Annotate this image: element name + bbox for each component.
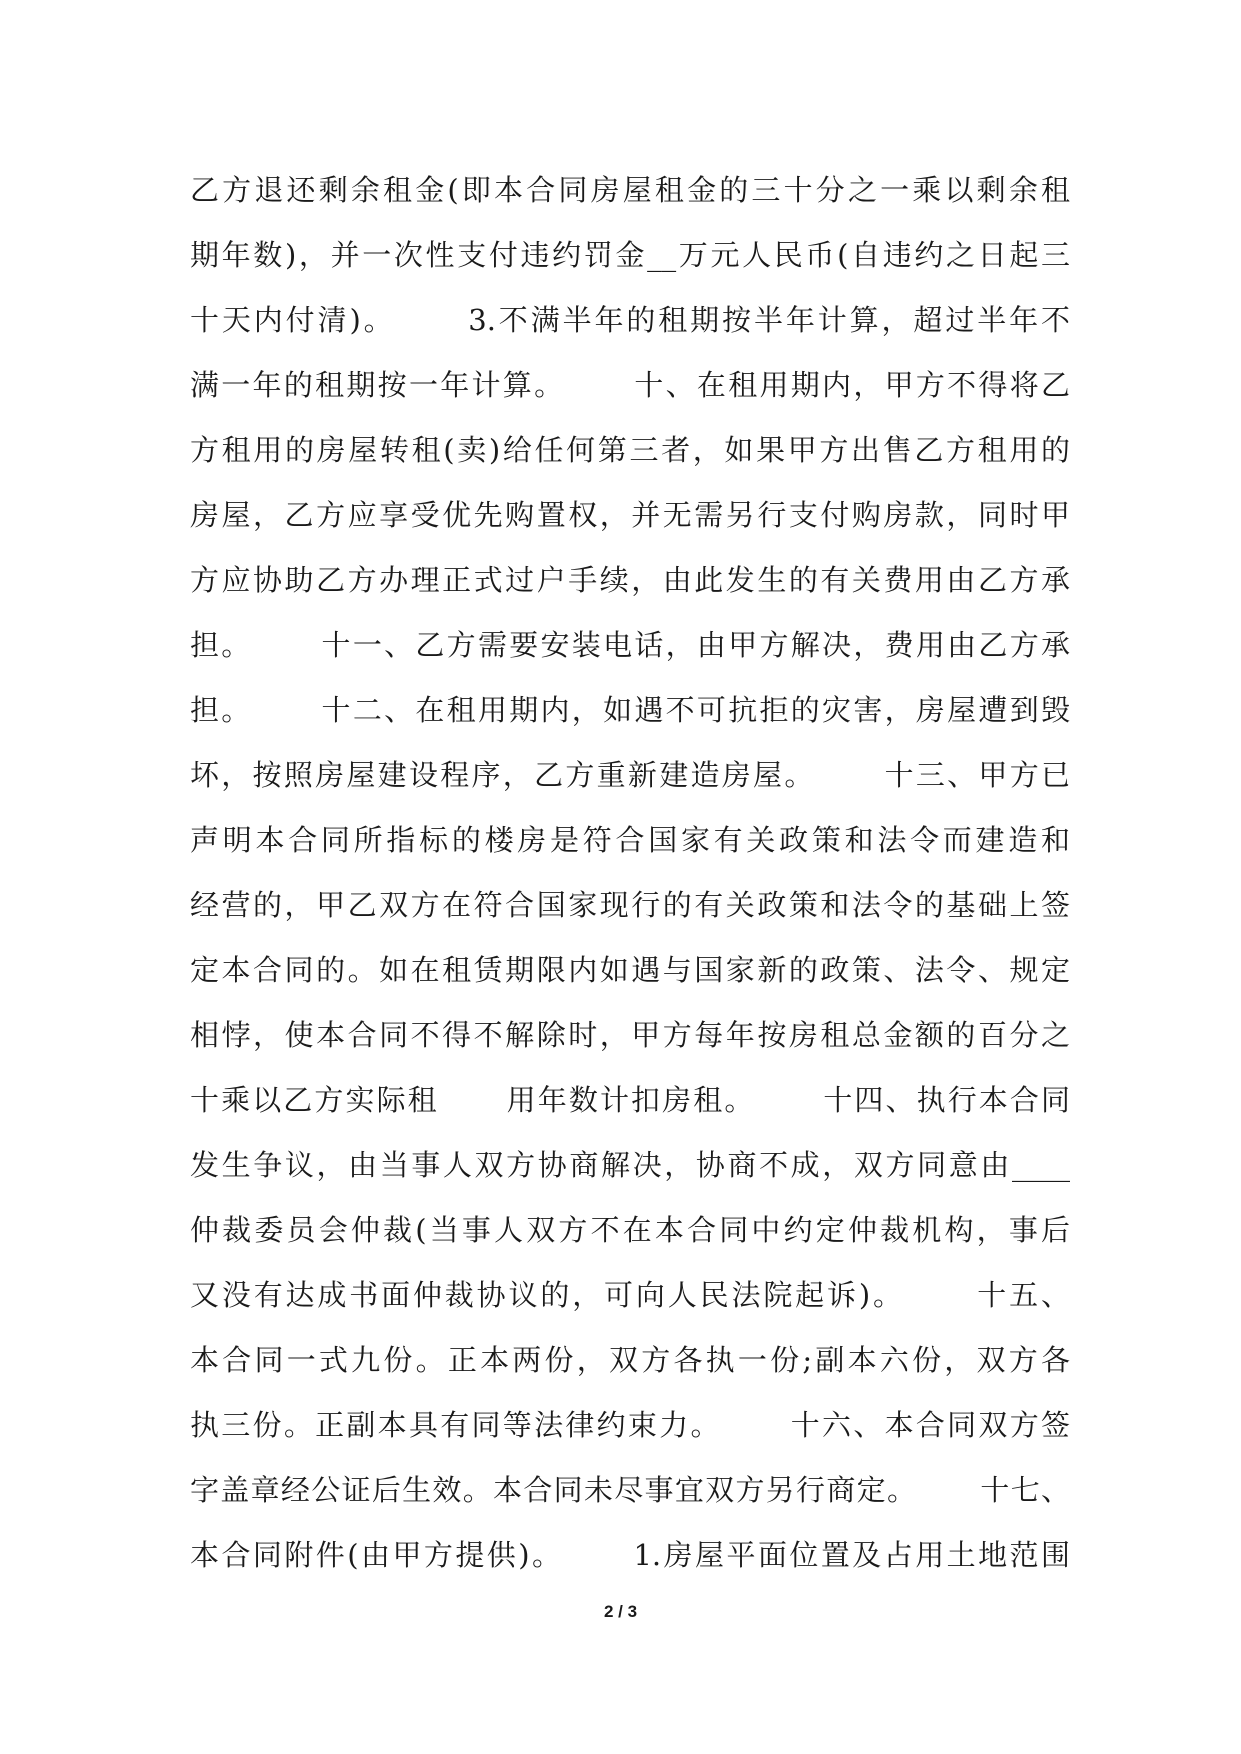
- text-line: 担。 十二、在租用期内，如遇不可抗拒的灾害，房屋遭到毁: [190, 693, 1070, 727]
- text-line: 满一年的租期按一年计算。 十、在租用期内，甲方不得将乙: [190, 368, 1070, 402]
- text-line: 十乘以乙方实际租 用年数计扣房租。 十四、执行本合同: [190, 1083, 1070, 1117]
- text-line: 方租用的房屋转租(卖)给任何第三者，如果甲方出售乙方租用的: [190, 433, 1070, 467]
- page-number: 2 / 3: [603, 1602, 638, 1621]
- text-line: 十天内付清)。 3.不满半年的租期按半年计算，超过半年不: [190, 303, 1070, 337]
- text-line: 定本合同的。如在租赁期限内如遇与国家新的政策、法令、规定: [190, 953, 1070, 987]
- text-line: 字盖章经公证后生效。本合同未尽事宜双方另行商定。 十七、: [190, 1473, 1070, 1507]
- text-line: 相悖，使本合同不得不解除时，甲方每年按房租总金额的百分之: [190, 1018, 1070, 1052]
- text-line: 经营的，甲乙双方在符合国家现行的有关政策和法令的基础上签: [190, 888, 1070, 922]
- text-line: 声明本合同所指标的楼房是符合国家有关政策和法令而建造和: [190, 823, 1070, 857]
- text-line: 本合同附件(由甲方提供)。 1.房屋平面位置及占用土地范围: [190, 1538, 1070, 1572]
- text-line: 方应协助乙方办理正式过户手续，由此发生的有关费用由乙方承: [190, 563, 1070, 597]
- text-line: 执三份。正副本具有同等法律约束力。 十六、本合同双方签: [190, 1408, 1070, 1442]
- text-line: 本合同一式九份。正本两份，双方各执一份;副本六份，双方各: [190, 1343, 1070, 1377]
- text-line: 坏，按照房屋建设程序，乙方重新建造房屋。 十三、甲方已: [190, 758, 1070, 792]
- text-line: 房屋，乙方应享受优先购置权，并无需另行支付购房款，同时甲: [190, 498, 1070, 532]
- text-line: 担。 十一、乙方需要安装电话，由甲方解决，费用由乙方承: [190, 628, 1070, 662]
- text-line: 乙方退还剩余租金(即本合同房屋租金的三十分之一乘以剩余租: [190, 173, 1070, 207]
- text-line: 仲裁委员会仲裁(当事人双方不在本合同中约定仲裁机构，事后: [190, 1213, 1070, 1247]
- text-line: 期年数)，并一次性支付违约罚金__万元人民币(自违约之日起三: [190, 238, 1070, 272]
- contract-body-text: [190, 158, 1070, 1588]
- text-line: 又没有达成书面仲裁协议的，可向人民法院起诉)。 十五、: [190, 1278, 1070, 1312]
- text-line: 发生争议，由当事人双方协商解决，协商不成，双方同意由____: [190, 1148, 1070, 1182]
